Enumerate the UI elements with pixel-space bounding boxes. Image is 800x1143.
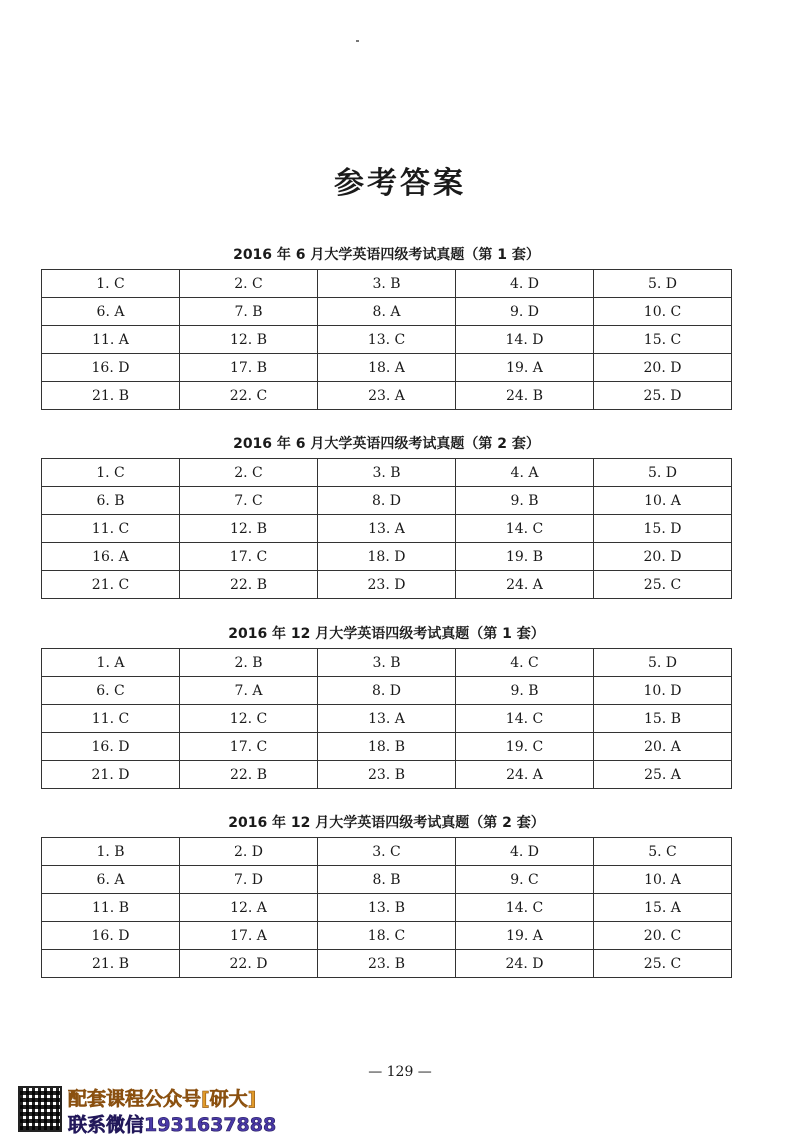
answer-section-2 <box>41 430 732 599</box>
page-number: — 129 — <box>368 1064 432 1080</box>
answer-cell: 8. B <box>318 866 456 894</box>
table-row <box>42 382 732 410</box>
answer-cell: 25. D <box>594 382 732 410</box>
answer-cell: 15. C <box>594 326 732 354</box>
answer-cell: 25. C <box>594 950 732 978</box>
answer-cell: 18. B <box>318 733 456 761</box>
answer-cell: 20. D <box>594 354 732 382</box>
answer-cell: 20. C <box>594 922 732 950</box>
answer-cell: 24. B <box>456 382 594 410</box>
answer-cell: 12. A <box>180 894 318 922</box>
answer-cell: 20. A <box>594 733 732 761</box>
table-row <box>42 894 732 922</box>
answer-cell: 12. B <box>180 515 318 543</box>
answer-cell: 2. C <box>180 270 318 298</box>
answer-cell: 12. B <box>180 326 318 354</box>
answer-table <box>41 458 732 599</box>
table-row <box>42 838 732 866</box>
answer-cell: 1. C <box>42 270 180 298</box>
answer-cell: 19. B <box>456 543 594 571</box>
answer-cell: 20. D <box>594 543 732 571</box>
answer-cell: 17. C <box>180 733 318 761</box>
answer-cell: 23. D <box>318 571 456 599</box>
answer-cell: 16. D <box>42 733 180 761</box>
answer-cell: 9. C <box>456 866 594 894</box>
answer-cell: 11. B <box>42 894 180 922</box>
answer-cell: 10. A <box>594 487 732 515</box>
table-row <box>42 922 732 950</box>
table-row <box>42 950 732 978</box>
answer-cell: 16. D <box>42 354 180 382</box>
table-row <box>42 705 732 733</box>
table-row <box>42 677 732 705</box>
answer-cell: 7. B <box>180 298 318 326</box>
watermark-line-2: 联系微信1931637888 <box>68 1114 277 1136</box>
section-title: 2016 年 12 月大学英语四级考试真题（第 2 套） <box>228 815 545 831</box>
answer-cell: 9. B <box>456 677 594 705</box>
answer-cell: 15. B <box>594 705 732 733</box>
answer-section-4 <box>41 809 732 978</box>
answer-cell: 23. A <box>318 382 456 410</box>
answer-cell: 8. D <box>318 677 456 705</box>
table-row <box>42 649 732 677</box>
table-row <box>42 761 732 789</box>
answer-cell: 11. A <box>42 326 180 354</box>
answer-cell: 6. A <box>42 866 180 894</box>
table-row <box>42 866 732 894</box>
table-row <box>42 733 732 761</box>
answer-cell: 22. B <box>180 571 318 599</box>
answer-cell: 5. D <box>594 459 732 487</box>
section-title: 2016 年 12 月大学英语四级考试真题（第 1 套） <box>228 626 545 642</box>
answer-cell: 16. A <box>42 543 180 571</box>
answer-cell: 2. B <box>180 649 318 677</box>
answer-cell: 10. A <box>594 866 732 894</box>
answer-cell: 5. D <box>594 270 732 298</box>
answer-cell: 9. B <box>456 487 594 515</box>
answer-cell: 21. D <box>42 761 180 789</box>
answer-cell: 13. C <box>318 326 456 354</box>
answer-cell: 24. A <box>456 761 594 789</box>
table-row <box>42 487 732 515</box>
answer-cell: 11. C <box>42 515 180 543</box>
answer-cell: 3. B <box>318 270 456 298</box>
answer-cell: 13. A <box>318 515 456 543</box>
section-title: 2016 年 6 月大学英语四级考试真题（第 2 套） <box>233 436 540 452</box>
watermark <box>18 1084 318 1136</box>
page-title: 参考答案 <box>334 166 466 201</box>
table-row <box>42 326 732 354</box>
table-row <box>42 270 732 298</box>
answer-table <box>41 837 732 978</box>
answer-section-3 <box>41 620 732 789</box>
table-row <box>42 354 732 382</box>
answer-cell: 9. D <box>456 298 594 326</box>
answer-cell: 21. C <box>42 571 180 599</box>
watermark-line-1: 配套课程公众号[研大] <box>68 1088 257 1110</box>
answer-cell: 5. D <box>594 649 732 677</box>
answer-cell: 6. A <box>42 298 180 326</box>
table-row <box>42 459 732 487</box>
answer-cell: 19. A <box>456 354 594 382</box>
answer-cell: 14. C <box>456 515 594 543</box>
answer-cell: 23. B <box>318 950 456 978</box>
answer-cell: 12. C <box>180 705 318 733</box>
answer-cell: 24. A <box>456 571 594 599</box>
answer-table <box>41 648 732 789</box>
answer-cell: 4. D <box>456 838 594 866</box>
answer-cell: 17. C <box>180 543 318 571</box>
table-row <box>42 571 732 599</box>
table-row <box>42 543 732 571</box>
answer-cell: 16. D <box>42 922 180 950</box>
answer-cell: 1. C <box>42 459 180 487</box>
answer-cell: 22. D <box>180 950 318 978</box>
table-row <box>42 515 732 543</box>
answer-cell: 4. D <box>456 270 594 298</box>
answer-cell: 7. C <box>180 487 318 515</box>
answer-cell: 22. C <box>180 382 318 410</box>
answer-cell: 6. C <box>42 677 180 705</box>
scan-speck <box>356 40 359 42</box>
answer-cell: 7. D <box>180 866 318 894</box>
answer-cell: 21. B <box>42 382 180 410</box>
answer-cell: 6. B <box>42 487 180 515</box>
answer-cell: 25. C <box>594 571 732 599</box>
answer-cell: 10. C <box>594 298 732 326</box>
table-row <box>42 298 732 326</box>
answer-cell: 1. B <box>42 838 180 866</box>
answer-cell: 3. C <box>318 838 456 866</box>
answer-cell: 23. B <box>318 761 456 789</box>
answer-cell: 18. D <box>318 543 456 571</box>
answer-cell: 17. B <box>180 354 318 382</box>
answer-cell: 3. B <box>318 459 456 487</box>
answer-cell: 10. D <box>594 677 732 705</box>
answer-cell: 18. A <box>318 354 456 382</box>
qr-code-icon <box>18 1086 62 1132</box>
answer-cell: 15. D <box>594 515 732 543</box>
answer-cell: 13. B <box>318 894 456 922</box>
answer-cell: 13. A <box>318 705 456 733</box>
answer-cell: 8. D <box>318 487 456 515</box>
answer-cell: 15. A <box>594 894 732 922</box>
answer-cell: 7. A <box>180 677 318 705</box>
answer-cell: 19. C <box>456 733 594 761</box>
answer-cell: 14. C <box>456 705 594 733</box>
answer-section-1 <box>41 241 732 410</box>
answer-table <box>41 269 732 410</box>
answer-cell: 4. A <box>456 459 594 487</box>
answer-cell: 8. A <box>318 298 456 326</box>
answer-cell: 3. B <box>318 649 456 677</box>
section-title: 2016 年 6 月大学英语四级考试真题（第 1 套） <box>233 247 540 263</box>
answer-cell: 4. C <box>456 649 594 677</box>
answer-cell: 18. C <box>318 922 456 950</box>
answer-cell: 22. B <box>180 761 318 789</box>
answer-cell: 5. C <box>594 838 732 866</box>
answer-cell: 11. C <box>42 705 180 733</box>
answer-cell: 17. A <box>180 922 318 950</box>
answer-cell: 24. D <box>456 950 594 978</box>
answer-cell: 1. A <box>42 649 180 677</box>
answer-cell: 21. B <box>42 950 180 978</box>
answer-cell: 14. D <box>456 326 594 354</box>
answer-cell: 2. D <box>180 838 318 866</box>
answer-cell: 14. C <box>456 894 594 922</box>
answer-cell: 25. A <box>594 761 732 789</box>
answer-cell: 19. A <box>456 922 594 950</box>
answer-cell: 2. C <box>180 459 318 487</box>
